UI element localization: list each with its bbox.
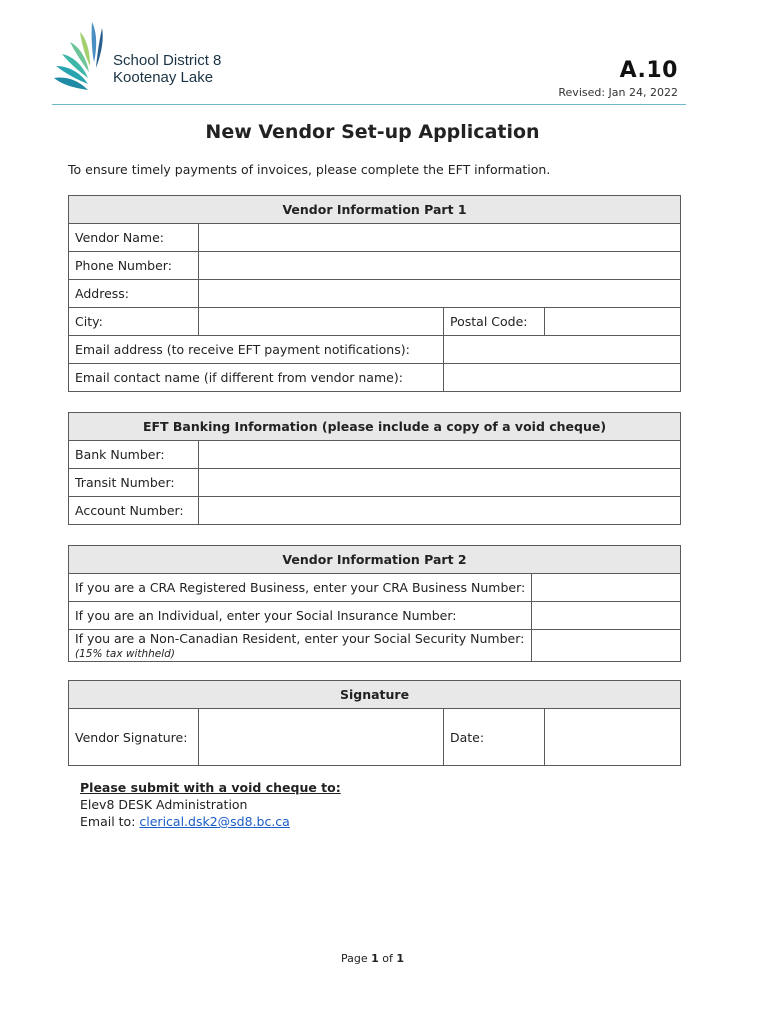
ssn-tax-note: (15% tax withheld) — [75, 647, 175, 660]
bank-number-label: Bank Number: — [69, 441, 199, 469]
email-link[interactable]: clerical.dsk2@sd8.bc.ca — [139, 814, 290, 829]
transit-number-label: Transit Number: — [69, 469, 199, 497]
ssn-field[interactable] — [532, 630, 681, 662]
eft-banking-table — [68, 412, 681, 525]
city-label: City: — [69, 308, 199, 336]
district-name — [113, 52, 221, 86]
vendor-name-field[interactable] — [199, 224, 681, 252]
vendor-info-part1-table — [68, 195, 681, 392]
page-current: 1 — [371, 952, 379, 965]
transit-number-field[interactable] — [199, 469, 681, 497]
vendor-part1-heading: Vendor Information Part 1 — [69, 196, 681, 224]
page-total: 1 — [396, 952, 405, 965]
form-code: A.10 — [619, 58, 678, 83]
signature-heading: Signature — [69, 681, 681, 709]
phone-number-field[interactable] — [199, 252, 681, 280]
address-label: Address: — [69, 280, 199, 308]
vendor-signature-field[interactable] — [199, 709, 444, 766]
revised-date: Revised: Jan 24, 2022 — [558, 86, 678, 99]
email-prefix: Email to: — [80, 814, 140, 829]
email-address-label: Email address (to receive EFT payment notifications): — [69, 336, 444, 364]
district-name-line1: School District 8 — [113, 52, 222, 69]
email-contact-label: Email contact name (if different from vendor name): — [69, 364, 444, 392]
phone-number-label: Phone Number: — [69, 252, 199, 280]
account-number-field[interactable] — [199, 497, 681, 525]
account-number-label: Account Number: — [69, 497, 199, 525]
submit-recipient: Elev8 DESK Administration — [80, 797, 248, 812]
sin-field[interactable] — [532, 602, 681, 630]
bank-number-field[interactable] — [199, 441, 681, 469]
intro-text: To ensure timely payments of invoices, please complete the EFT information. — [68, 162, 551, 177]
date-field[interactable] — [545, 709, 681, 766]
vendor-name-label: Vendor Name: — [69, 224, 199, 252]
cra-number-field[interactable] — [532, 574, 681, 602]
page-title: New Vendor Set-up Application — [205, 121, 540, 143]
district-name-line2: Kootenay Lake — [113, 69, 214, 86]
vendor-signature-label: Vendor Signature: — [69, 709, 199, 766]
ssn-label-cell — [69, 630, 532, 662]
email-address-field[interactable] — [444, 336, 681, 364]
vendor-part2-heading: Vendor Information Part 2 — [69, 546, 681, 574]
sin-label: If you are an Individual, enter your Social Insurance Number: — [69, 602, 532, 630]
postal-code-field[interactable] — [545, 308, 681, 336]
vendor-info-part2-table — [68, 545, 681, 662]
page-of: of — [378, 952, 397, 965]
postal-code-label: Postal Code: — [444, 308, 545, 336]
district-logo-icon — [48, 18, 110, 96]
submit-heading: Please submit with a void cheque to: — [80, 780, 341, 795]
submit-instructions — [80, 779, 341, 830]
header-divider — [52, 104, 686, 105]
submit-email-line — [80, 813, 341, 830]
cra-number-label: If you are a CRA Registered Business, enter your CRA Business Number: — [69, 574, 532, 602]
page-prefix: Page — [340, 952, 372, 965]
signature-table — [68, 680, 681, 766]
date-label: Date: — [444, 709, 545, 766]
address-field[interactable] — [199, 280, 681, 308]
city-field[interactable] — [199, 308, 444, 336]
email-contact-field[interactable] — [444, 364, 681, 392]
ssn-label: If you are a Non-Canadian Resident, enter your Social Security Number: — [75, 630, 525, 646]
eft-heading: EFT Banking Information (please include a copy of a void cheque) — [69, 413, 681, 441]
page-footer — [0, 952, 745, 965]
